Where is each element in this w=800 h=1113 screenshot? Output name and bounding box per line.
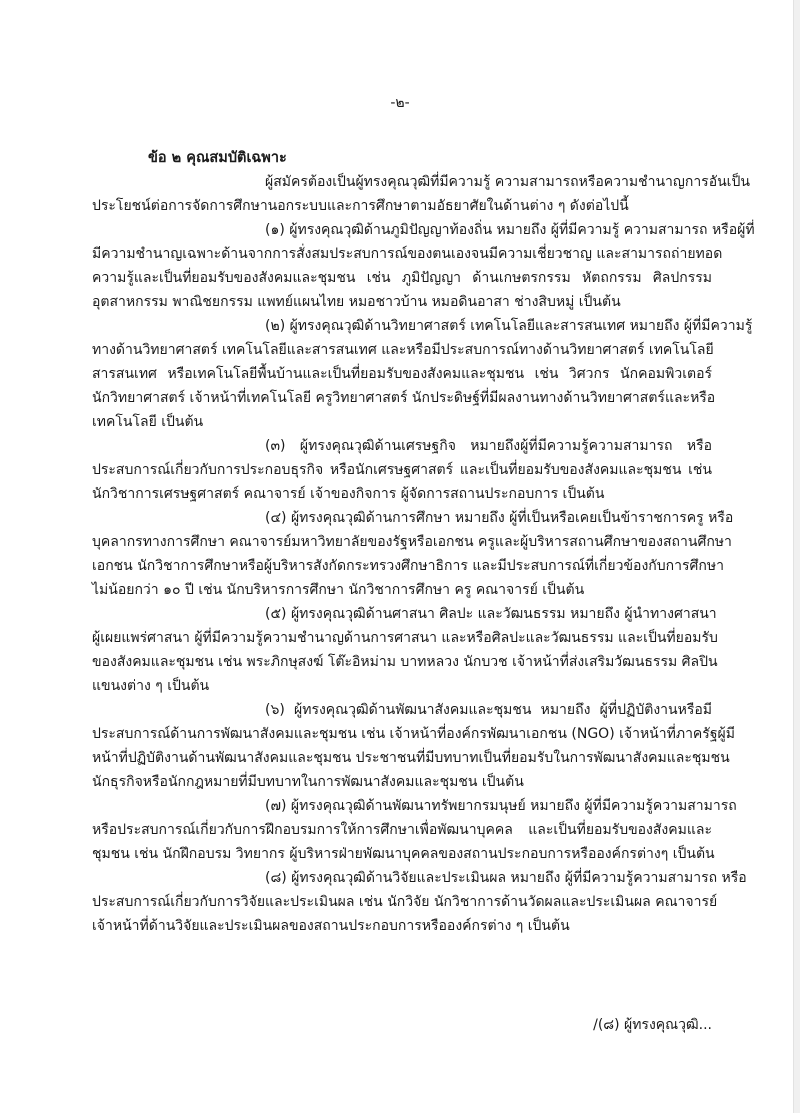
- paragraph-line: แขนงต่าง ๆ เป็นต้น: [92, 678, 210, 694]
- paragraph: [92, 866, 747, 938]
- paragraph-line: ผู้เผยแพร่ศาสนา ผู้ที่มีความรู้ความชำนาญด้านการศาสนา และหรือศิลปะและวัฒนธรรม และเป็นที่ยอมรับ: [92, 630, 718, 646]
- paragraph-line: หรือประสบการณ์เกี่ยวกับการฝึกอบรมการให้การศึกษาเพื่อพัฒนาบุคคล และเป็นที่ยอมรับของสังคมและ: [92, 822, 712, 838]
- paragraph: [92, 218, 755, 314]
- paragraph-line: ความรู้และเป็นที่ยอมรับของสังคมและชุมชน เช่น ภูมิปัญญา ด้านเกษตรกรรม หัตถกรรม ศิลปกรรม: [92, 270, 712, 286]
- paragraph-line: (๒) ผู้ทรงคุณวุฒิด้านวิทยาศาสตร์ เทคโนโลยีและสารสนเทศ หมายถึง ผู้ที่มีความรู้: [265, 318, 753, 334]
- paragraph-line: ประโยชน์ต่อการจัดการศึกษานอกระบบและการศึกษาตามอัธยาศัยในด้านต่าง ๆ ดังต่อไปนี้: [92, 198, 629, 214]
- paragraph-line: (๘) ผู้ทรงคุณวุฒิด้านวิจัยและประเมินผล หมายถึง ผู้ที่มีความรู้ความสามารถ หรือ: [265, 870, 747, 886]
- paragraph-line: อุตสาหกรรม พาณิชยกรรม แพทย์แผนไทย หมอชาวบ้าน หมอดินอาสา ช่างสิบหมู่ เป็นต้น: [92, 294, 621, 310]
- paragraph-line: ทางด้านวิทยาศาสตร์ เทคโนโลยีและสารสนเทศ และหรือมีประสบการณ์ทางด้านวิทยาศาสตร์ เทคโนโลยี: [92, 342, 714, 358]
- paragraph-line: มีความชำนาญเฉพาะด้านจากการสั่งสมประสบการณ์ของตนเองจนมีความเชี่ยวชาญ และสามารถถ่ายทอด: [92, 246, 723, 262]
- paragraph-line: ผู้สมัครต้องเป็นผู้ทรงคุณวุฒิที่มีความรู้ ความสามารถหรือความชำนาญการอันเป็น: [265, 174, 750, 190]
- paragraph-line: (๔) ผู้ทรงคุณวุฒิด้านการศึกษา หมายถึง ผู้ที่เป็นหรือเคยเป็นข้าราชการครู หรือ: [265, 510, 734, 526]
- paragraph-line: (๕) ผู้ทรงคุณวุฒิด้านศาสนา ศิลปะ และวัฒนธรรม หมายถึง ผู้นำทางศาสนา: [265, 606, 717, 622]
- paragraph-line: ประสบการณ์เกี่ยวกับการวิจัยและประเมินผล เช่น นักวิจัย นักวิชาการด้านวัดผลและประเมินผล คณาจารย์: [92, 894, 718, 910]
- paragraph: [92, 794, 737, 866]
- paragraph-line: (๗) ผู้ทรงคุณวุฒิด้านพัฒนาทรัพยากรมนุษย์ หมายถึง ผู้ที่มีความรู้ความสามารถ: [265, 798, 737, 814]
- paragraph: [92, 434, 712, 506]
- paragraph-line: นักวิทยาศาสตร์ เจ้าหน้าที่เทคโนโลยี ครูวิทยาศาสตร์ นักประดิษฐ์ที่มีผลงานทางด้านวิทยาศาสตร์และหรือ: [92, 390, 716, 406]
- document-body: [92, 146, 755, 938]
- paragraph-line: ชุมชน เช่น นักฝึกอบรม วิทยากร ผู้บริหารฝ่ายพัฒนาบุคคลของสถานประกอบการหรือองค์กรต่างๆ เป็นต้น: [92, 846, 715, 862]
- paragraph-line: (๖) ผู้ทรงคุณวุฒิด้านพัฒนาสังคมและชุมชน หมายถึง ผู้ที่ปฏิบัติงานหรือมี: [265, 702, 712, 718]
- paragraph-line: ของสังคมและชุมชน เช่น พระภิกษุสงฆ์ โต๊ะอิหม่าม บาทหลวง นักบวช เจ้าหน้าที่ส่งเสริมวัฒนธรรม ศิลปิน: [92, 654, 718, 670]
- section-heading: ข้อ ๒ คุณสมบัติเฉพาะ: [148, 150, 287, 166]
- paragraph-line: ประสบการณ์ด้านการพัฒนาสังคมและชุมชน เช่น เจ้าหน้าที่องค์กรพัฒนาเอกชน (NGO) เจ้าหน้าที่ภาครัฐผู้มี: [92, 726, 735, 742]
- paragraph-line: เจ้าหน้าที่ด้านวิจัยและประเมินผลของสถานประกอบการหรือองค์กรต่าง ๆ เป็นต้น: [92, 918, 570, 934]
- paragraph-line: ไม่น้อยกว่า ๑๐ ปี เช่น นักบริหารการศึกษา นักวิชาการศึกษา ครู คณาจารย์ เป็นต้น: [92, 582, 585, 598]
- page-number: -๒-: [390, 95, 410, 111]
- paragraph-line: ประสบการณ์เกี่ยวกับการประกอบธุรกิจ หรือนักเศรษฐศาสตร์ และเป็นที่ยอมรับของสังคมและชุมชน เช่น: [92, 462, 712, 478]
- scan-page-edge: [793, 0, 800, 1113]
- paragraph: [92, 698, 735, 794]
- paragraph-line: (๓) ผู้ทรงคุณวุฒิด้านเศรษฐกิจ หมายถึงผู้ที่มีความรู้ความสามารถ หรือ: [265, 438, 712, 454]
- paragraph: [92, 170, 750, 218]
- paragraph: [92, 602, 718, 698]
- paragraph-list: [92, 170, 755, 938]
- paragraph-line: นักวิชาการเศรษฐศาสตร์ คณาจารย์ เจ้าของกิจการ ผู้จัดการสถานประกอบการ เป็นต้น: [92, 486, 605, 502]
- paragraph-line: เอกชน นักวิชาการศึกษาหรือผู้บริหารสังกัดกระทรวงศึกษาธิการ และมีประสบการณ์ที่เกี่ยวข้องกับการศึกษา: [92, 558, 724, 574]
- paragraph-line: สารสนเทศ หรือเทคโนโลยีพื้นบ้านและเป็นที่ยอมรับของสังคมและชุมชน เช่น วิศวกร นักคอมพิวเตอร์: [92, 366, 712, 382]
- continuation-note: /(๘) ผู้ทรงคุณวุฒิ...: [593, 1017, 712, 1033]
- paragraph-line: บุคลากรทางการศึกษา คณาจารย์มหาวิทยาลัยของรัฐหรือเอกชน ครูและผู้บริหารสถานศึกษาของสถานศึกษา: [92, 534, 732, 550]
- paragraph-line: หน้าที่ปฏิบัติงานด้านพัฒนาสังคมและชุมชน ประชาชนที่มีบทบาทเป็นที่ยอมรับในการพัฒนาสังคมและชุมชน: [92, 750, 730, 766]
- paragraph-line: นักธุรกิจหรือนักกฎหมายที่มีบทบาทในการพัฒนาสังคมและชุมชน เป็นต้น: [92, 774, 524, 790]
- paragraph: [92, 506, 734, 602]
- paragraph-line: (๑) ผู้ทรงคุณวุฒิด้านภูมิปัญญาท้องถิ่น หมายถึง ผู้ที่มีความรู้ ความสามารถ หรือผู้ที่: [265, 222, 755, 238]
- paragraph: [92, 314, 753, 434]
- paragraph-line: เทคโนโลยี เป็นต้น: [92, 414, 204, 430]
